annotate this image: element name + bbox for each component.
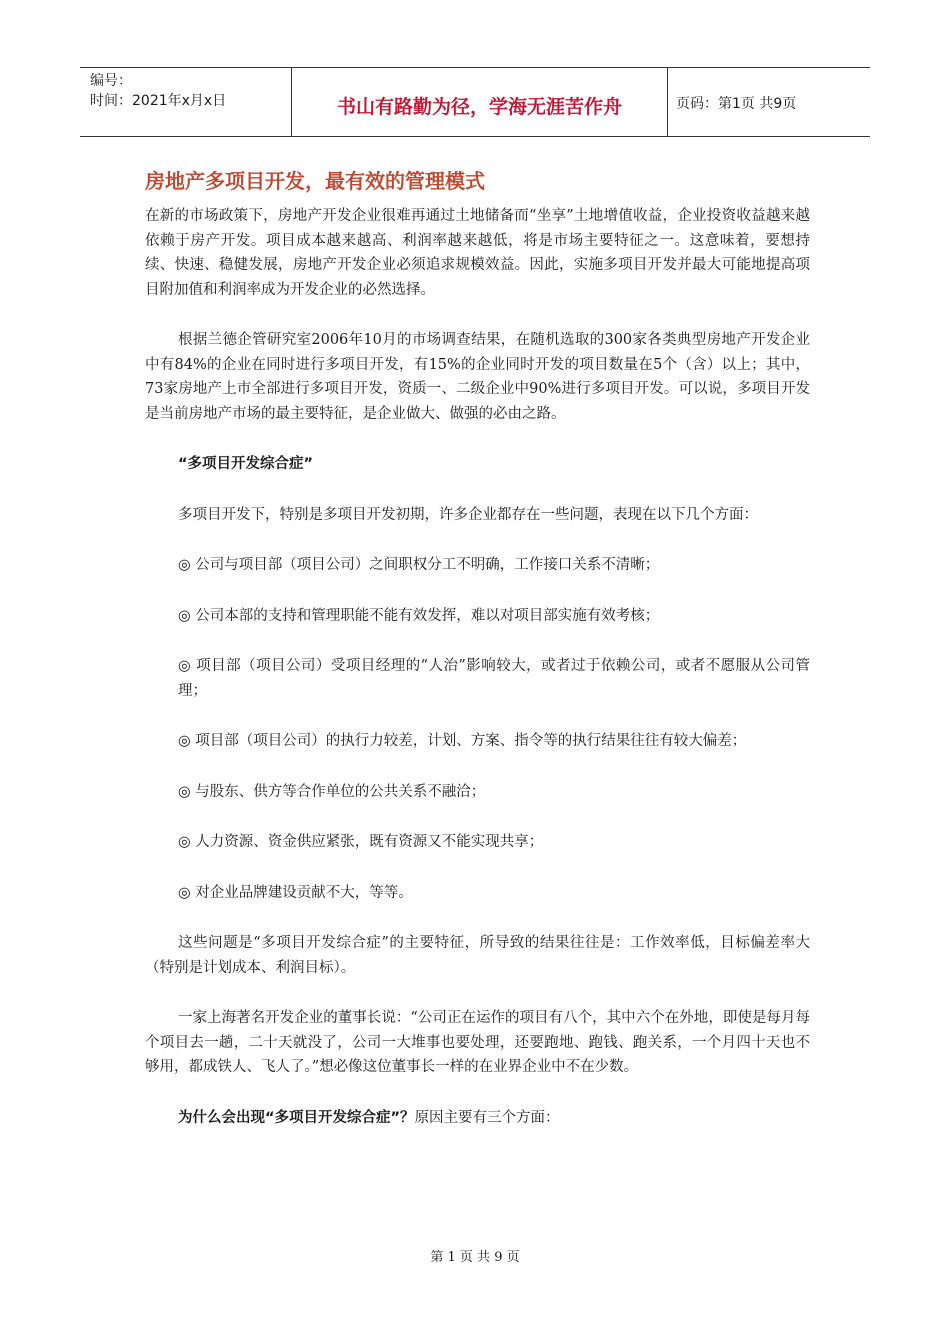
list-item: ◎ 公司本部的支持和管理职能不能有效发挥，难以对项目部实施有效考核； [178, 607, 660, 624]
paragraph-quote: 一家上海著名开发企业的董事长说：“公司正在运作的项目有八个，其中六个在外地，即使是每月每个项目去一趟，二十天就没了，公司一大堆事也要处理，还要跑地、跑钱、跑关系，一个月四十天也不够用，都成铁人、飞人了。”想必像这位董事长一样的在业界企业中不在少数。 [145, 1010, 810, 1075]
paragraph-problems-intro: 多项目开发下，特别是多项目开发初期，许多企业都存在一些问题，表现在以下几个方面： [178, 506, 758, 523]
page-header [80, 67, 870, 137]
question-rest: 原因主要有三个方面： [414, 1109, 560, 1126]
header-meta [80, 68, 292, 136]
paragraph-question [145, 1106, 810, 1131]
header-motto: 书山有路勤为径，学海无涯苦作舟 [292, 68, 668, 136]
list-item: ◎ 项目部（项目公司）的执行力较差，计划、方案、指令等的执行结果往往有较大偏差； [178, 733, 747, 749]
paragraph-survey: 根据兰德企管研究室2006年10月的市场调查结果，在随机选取的300家各类典型房地产开发企业中有84%的企业在同时进行多项目开发，有15%的企业同时开发的项目数量在5个（含）以上；其中，73家房地产上市全部进行多项目开发，资质一、二级企业中90%进行多项目开发。可以说，多项目开发是当前房地产市场的最主要特征，是企业做大、做强的必由之路。 [145, 332, 810, 422]
article-body [145, 168, 810, 1130]
date-label: 时间：2021年x月x日 [90, 93, 227, 109]
article-title: 房地产多项目开发，最有效的管理模式 [145, 169, 485, 193]
list-item: ◎ 公司与项目部（项目公司）之间职权分工不明确，工作接口关系不清晰； [178, 557, 660, 573]
question-bold: 为什么会出现“多项目开发综合症”？ [178, 1109, 415, 1126]
paragraph-consequences: 这些问题是“多项目开发综合症”的主要特征，所导致的结果往往是：工作效率低，目标偏差率大（特别是计划成本、利润目标）。 [145, 935, 810, 976]
list-item: ◎ 与股东、供方等合作单位的公共关系不融洽； [178, 783, 486, 800]
header-page-info: 页码：第1页 共9页 [676, 96, 797, 112]
list-item: ◎ 项目部（项目公司）受项目经理的“人治”影响较大，或者过于依赖公司，或者不愿服从公司管理； [178, 658, 810, 699]
number-label: 编号： [90, 73, 132, 89]
list-item: ◎ 人力资源、资金供应紧张，既有资源又不能实现共享； [178, 834, 544, 850]
paragraph-intro: 在新的市场政策下，房地产开发企业很难再通过土地储备而“坐享”土地增值收益，企业投资收益越来越依赖于房产开发。项目成本越来越高、利润率越来越低，将是市场主要特征之一。这意味着，要想持续、快速、稳健发展，房地产开发企业必须追求规模效益。因此，实施多项目开发并最大可能地提高项目附加值和利润率成为开发企业的必然选择。 [145, 208, 810, 298]
section-subheading: “多项目开发综合症” [178, 456, 314, 472]
list-item: ◎ 对企业品牌建设贡献不大，等等。 [178, 884, 413, 901]
page-footer: 第 1 页 共 9 页 [430, 1250, 520, 1265]
